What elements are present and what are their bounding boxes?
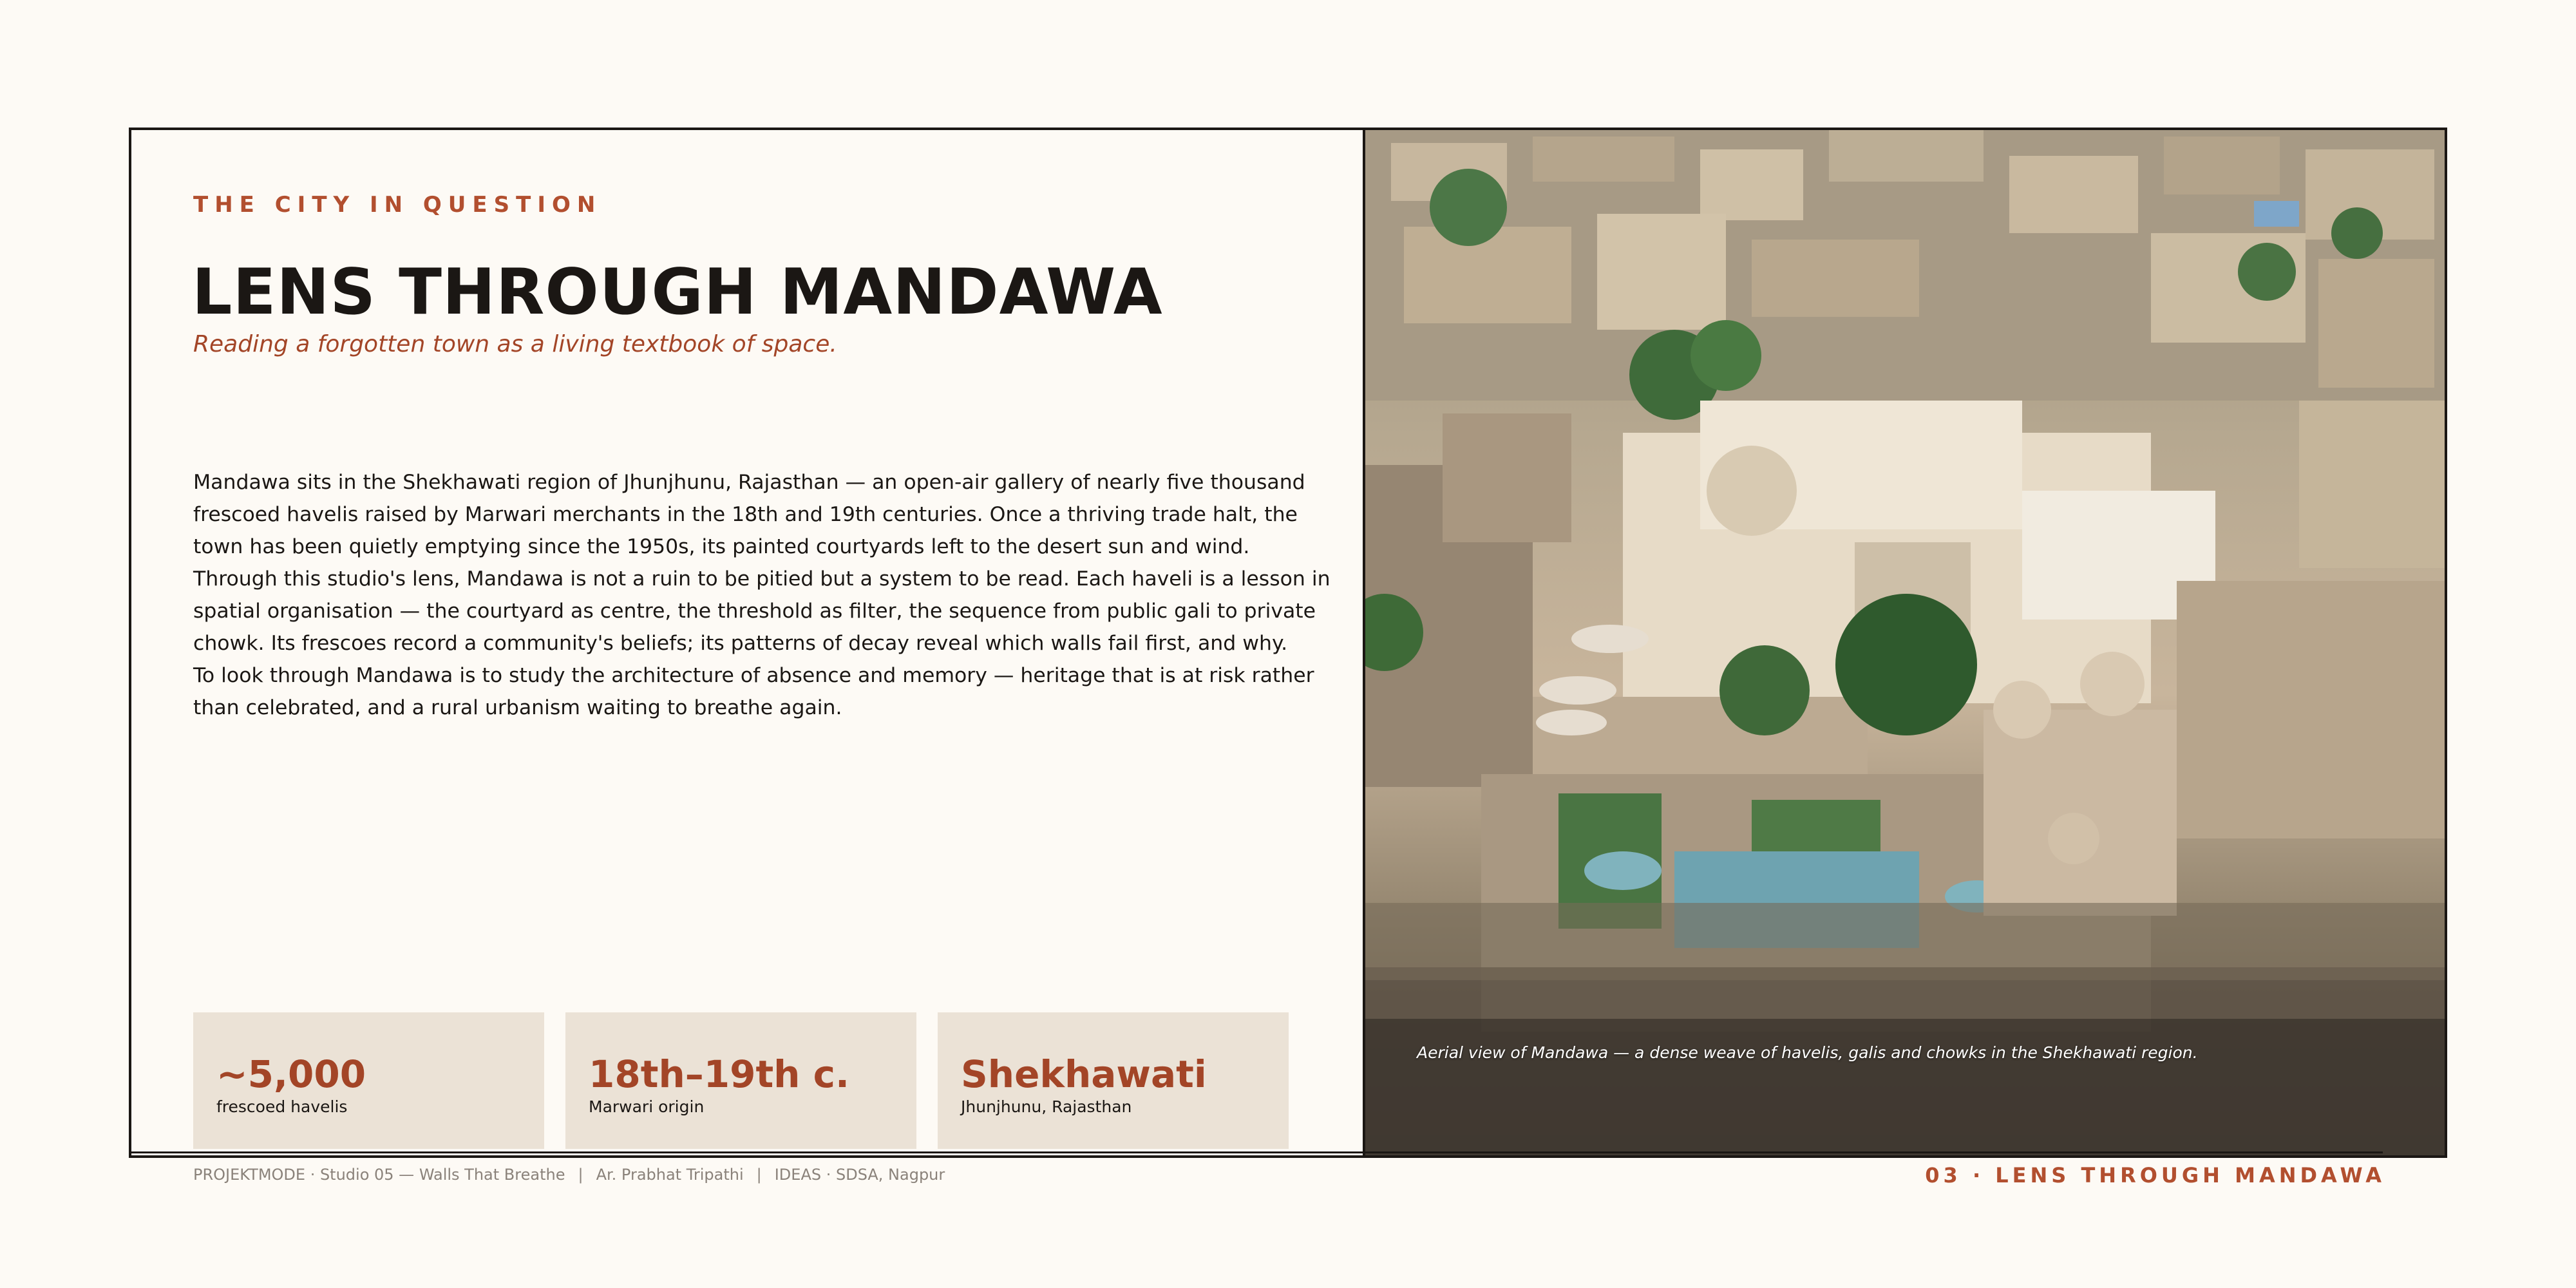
footer-author: Ar. Prabhat Tripathi <box>596 1166 744 1184</box>
aerial-town-illustration <box>1365 130 2445 1155</box>
body-line: spatial organisation — the courtyard as centre, the threshold as filter, the sequence from public gali to private <box>193 600 1316 623</box>
body-line: chowk. Its frescoes record a community's beliefs; its patterns of decay reveal which walls fail first, and why. <box>193 632 1288 655</box>
aerial-photo <box>1365 130 2445 1155</box>
slide-frame <box>129 128 2447 1158</box>
body-line: than celebrated, and a rural urbanism waiting to breathe again. <box>193 696 842 719</box>
footer-institution: IDEAS · SDSA, Nagpur <box>774 1166 945 1184</box>
stat-value: 18th–19th c. <box>589 1052 850 1096</box>
body-line: Through this studio's lens, Mandawa is not a ruin to be pitied but a system to be read. Each haveli is a lesson in <box>193 567 1331 591</box>
footer-rule <box>129 1151 2383 1153</box>
stat-card-havelis <box>193 1012 544 1149</box>
stat-card-origin <box>565 1012 916 1149</box>
section-kicker: THE CITY IN QUESTION <box>193 192 602 218</box>
stat-label: frescoed havelis <box>216 1097 348 1116</box>
footer-credits <box>193 1166 945 1184</box>
stat-card-region <box>938 1012 1289 1149</box>
slide-title: LENS THROUGH MANDAWA <box>192 256 1163 329</box>
body-paragraph <box>193 466 1430 724</box>
body-line: To look through Mandawa is to study the architecture of absence and memory — heritage that is at risk rather <box>193 664 1314 687</box>
photo-caption: Aerial view of Mandawa — a dense weave of havelis, galis and chowks in the Shekhawati region. <box>1417 1043 2198 1062</box>
stat-label: Jhunjhunu, Rajasthan <box>961 1097 1132 1116</box>
stat-label: Marwari origin <box>589 1097 705 1116</box>
footer-project: PROJEKTMODE · Studio 05 — Walls That Breathe <box>193 1166 565 1184</box>
text-panel <box>131 130 1365 1155</box>
body-line: Mandawa sits in the Shekhawati region of Jhunjhunu, Rajasthan — an open-air gallery of nearly five thousand <box>193 471 1305 494</box>
slide-subtitle: Reading a forgotten town as a living textbook of space. <box>193 331 837 357</box>
body-line: frescoed havelis raised by Marwari merchants in the 18th and 19th centuries. Once a thriving trade halt, the <box>193 503 1298 526</box>
stat-value: Shekhawati <box>961 1052 1207 1096</box>
footer-separator: | <box>578 1166 583 1184</box>
stat-value: ~5,000 <box>216 1052 366 1096</box>
body-line: town has been quietly emptying since the 1950s, its painted courtyards left to the desert sun and wind. <box>193 535 1250 558</box>
page-label: 03 · LENS THROUGH MANDAWA <box>1925 1163 2385 1188</box>
footer-separator: | <box>756 1166 762 1184</box>
